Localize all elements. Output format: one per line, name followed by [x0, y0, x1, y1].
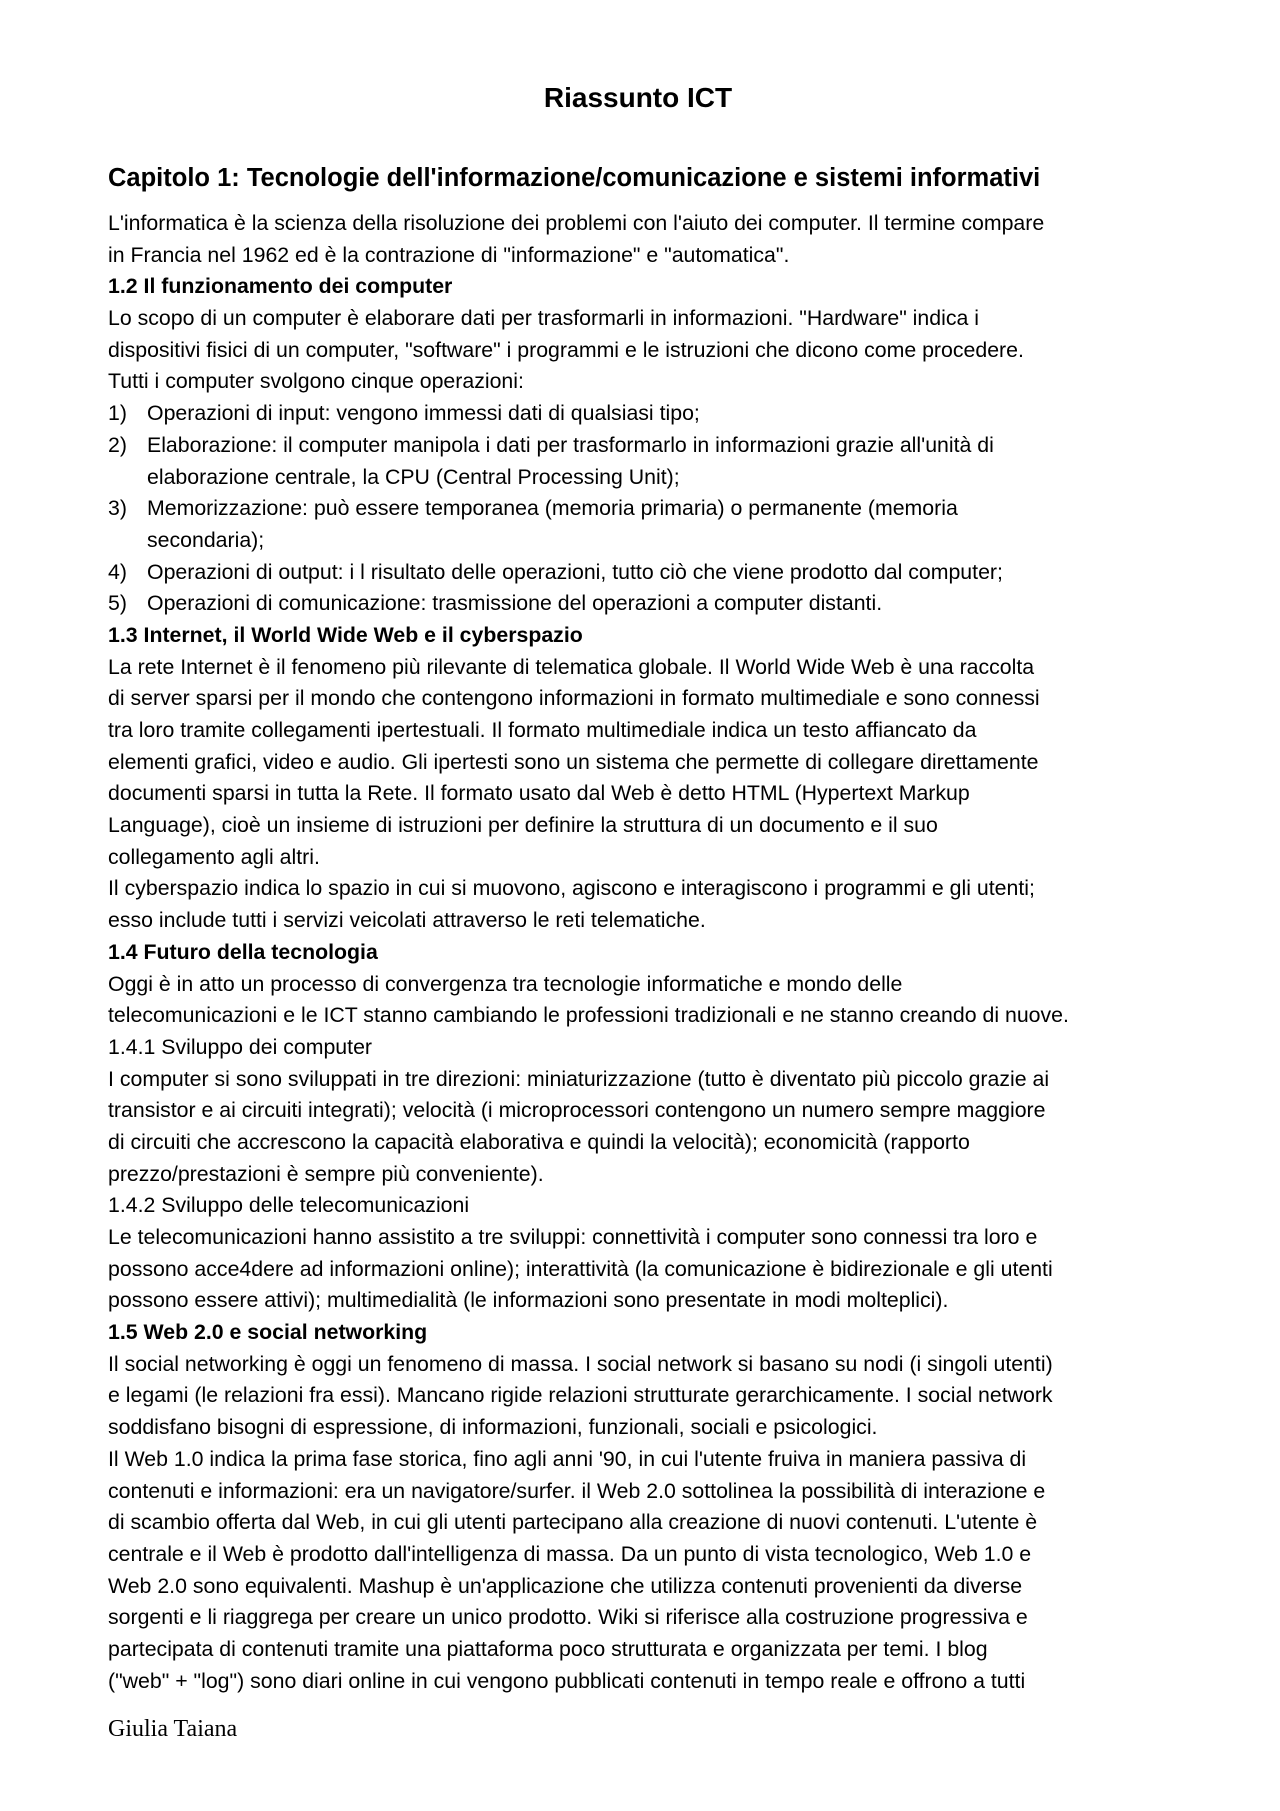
list-item-continuation: elaborazione centrale, la CPU (Central Processing Unit);	[147, 464, 680, 489]
paragraph-line: documenti sparsi in tutta la Rete. Il formato usato dal Web è detto HTML (Hypertext Markup	[108, 781, 970, 806]
paragraph-line: sorgenti e li riaggrega per creare un unico prodotto. Wiki si riferisce alla costruzione progressiva e	[108, 1605, 1028, 1630]
paragraph-line: e legami (le relazioni fra essi). Mancano rigide relazioni strutturate gerarchicamente. I social network	[108, 1383, 1053, 1408]
paragraph-line: dispositivi fisici di un computer, "software" i programmi e le istruzioni che dicono come procedere.	[108, 337, 1024, 362]
list-item-text: Operazioni di input: vengono immessi dati di qualsiasi tipo;	[147, 401, 700, 426]
paragraph-line: transistor e ai circuiti integrati); velocità (i microprocessori contengono un numero sempre maggiore	[108, 1098, 1046, 1123]
paragraph-line: possono acce4dere ad informazioni online); interattività (la comunicazione è bidirezionale e gli utenti	[108, 1256, 1053, 1281]
list-item-text: Elaborazione: il computer manipola i dati per trasformarlo in informazioni grazie all'unità di	[147, 432, 994, 457]
paragraph-line: di circuiti che accrescono la capacità elaborativa e quindi la velocità); economicità (rapporto	[108, 1129, 970, 1154]
section-heading: 1.5 Web 2.0 e social networking	[108, 1320, 428, 1345]
paragraph-line: in Francia nel 1962 ed è la contrazione di "informazione" e "automatica".	[108, 242, 790, 267]
list-item-text: Operazioni di comunicazione: trasmissione del operazioni a computer distanti.	[147, 591, 883, 616]
section-heading: 1.2 Il funzionamento dei computer	[108, 274, 453, 299]
paragraph-line: contenuti e informazioni: era un navigatore/surfer. il Web 2.0 sottolinea la possibilità di interazione e	[108, 1478, 1046, 1503]
paragraph-line: Lo scopo di un computer è elaborare dati per trasformarli in informazioni. "Hardware" indica i	[108, 306, 979, 331]
paragraph-line: I computer si sono sviluppati in tre direzioni: miniaturizzazione (tutto è diventato più piccolo grazie ai	[108, 1066, 1050, 1091]
paragraph-line: Web 2.0 sono equivalenti. Mashup è un'applicazione che utilizza contenuti provenienti da diverse	[108, 1573, 1023, 1598]
list-number: 2)	[108, 432, 127, 457]
subsection-heading: 1.4.2 Sviluppo delle telecomunicazioni	[108, 1193, 470, 1218]
list-item-text: Memorizzazione: può essere temporanea (memoria primaria) o permanente (memoria	[147, 496, 958, 521]
list-item	[108, 430, 1188, 462]
paragraph-line: Il Web 1.0 indica la prima fase storica, fino agli anni '90, in cui l'utente fruiva in maniera passiva di	[108, 1446, 1027, 1471]
paragraph-line: possono essere attivi); multimedialità (le informazioni sono presentate in modi molteplici).	[108, 1288, 949, 1313]
list-item	[108, 493, 1188, 525]
chapter-heading: Capitolo 1: Tecnologie dell'informazione/comunicazione e sistemi informativi	[108, 164, 1041, 192]
paragraph-line: esso include tutti i servizi veicolati attraverso le reti telematiche.	[108, 908, 706, 933]
body-text	[108, 208, 1188, 1697]
paragraph-line: Il cyberspazio indica lo spazio in cui si muovono, agiscono e interagiscono i programmi e gli utenti;	[108, 876, 1035, 901]
list-item-text: Operazioni di output: i l risultato delle operazioni, tutto ciò che viene prodotto dal computer;	[147, 559, 1003, 584]
list-item	[108, 398, 1188, 430]
paragraph-line: La rete Internet è il fenomeno più rilevante di telematica globale. Il World Wide Web è una raccolta	[108, 654, 1035, 679]
paragraph-line: prezzo/prestazioni è sempre più conveniente).	[108, 1161, 544, 1186]
document-title: Riassunto ICT	[543, 82, 733, 113]
list-item-continuation: secondaria);	[147, 527, 265, 552]
list-number: 3)	[108, 496, 127, 521]
page-footer-author: Giulia Taiana	[108, 1716, 238, 1742]
list-number: 1)	[108, 401, 127, 426]
paragraph-line: Il social networking è oggi un fenomeno di massa. I social network si basano su nodi (i singoli utenti)	[108, 1351, 1053, 1376]
paragraph-line: ("web" + "log") sono diari online in cui vengono pubblicati contenuti in tempo reale e offrono a tutti	[108, 1668, 1026, 1693]
paragraph-line: tra loro tramite collegamenti ipertestuali. Il formato multimediale indica un testo affiancato da	[108, 718, 977, 742]
paragraph-line: centrale e il Web è prodotto dall'intelligenza di massa. Da un punto di vista tecnologico, Web 1.0 e	[108, 1541, 1032, 1566]
paragraph-line: Tutti i computer svolgono cinque operazioni:	[108, 369, 524, 394]
list-item	[108, 588, 1188, 620]
paragraph-line: di server sparsi per il mondo che contengono informazioni in formato multimediale e sono connessi	[108, 686, 1040, 711]
paragraph-line: Language), cioè un insieme di istruzioni per definire la struttura di un documento e il suo	[108, 813, 938, 838]
subsection-heading: 1.4.1 Sviluppo dei computer	[108, 1034, 373, 1059]
list-number: 4)	[108, 559, 127, 584]
list-number: 5)	[108, 591, 127, 616]
section-heading: 1.3 Internet, il World Wide Web e il cyberspazio	[108, 622, 583, 647]
paragraph-line: collegamento agli altri.	[108, 844, 320, 869]
paragraph-line: L'informatica è la scienza della risoluzione dei problemi con l'aiuto dei computer. Il termine compare	[108, 211, 1045, 235]
paragraph-line: Oggi è in atto un processo di convergenza tra tecnologie informatiche e mondo delle	[108, 971, 903, 996]
paragraph-line: telecomunicazioni e le ICT stanno cambiando le professioni tradizionali e ne stanno creando di nuove.	[108, 1003, 1069, 1028]
paragraph-line: di scambio offerta dal Web, in cui gli utenti partecipano alla creazione di nuovi contenuti. L'utente è	[108, 1510, 1038, 1535]
paragraph-line: partecipata di contenuti tramite una piattaforma poco strutturata e organizzata per temi. I blog	[108, 1636, 988, 1661]
paragraph-line: Le telecomunicazioni hanno assistito a tre sviluppi: connettività i computer sono connessi tra loro e	[108, 1225, 1038, 1249]
list-item	[108, 557, 1188, 589]
paragraph-line: soddisfano bisogni di espressione, di informazioni, funzionali, sociali e psicologici.	[108, 1415, 878, 1440]
paragraph-line: elementi grafici, video e audio. Gli ipertesti sono un sistema che permette di collegare direttamente	[108, 749, 1039, 774]
section-heading: 1.4 Futuro della tecnologia	[108, 939, 378, 964]
